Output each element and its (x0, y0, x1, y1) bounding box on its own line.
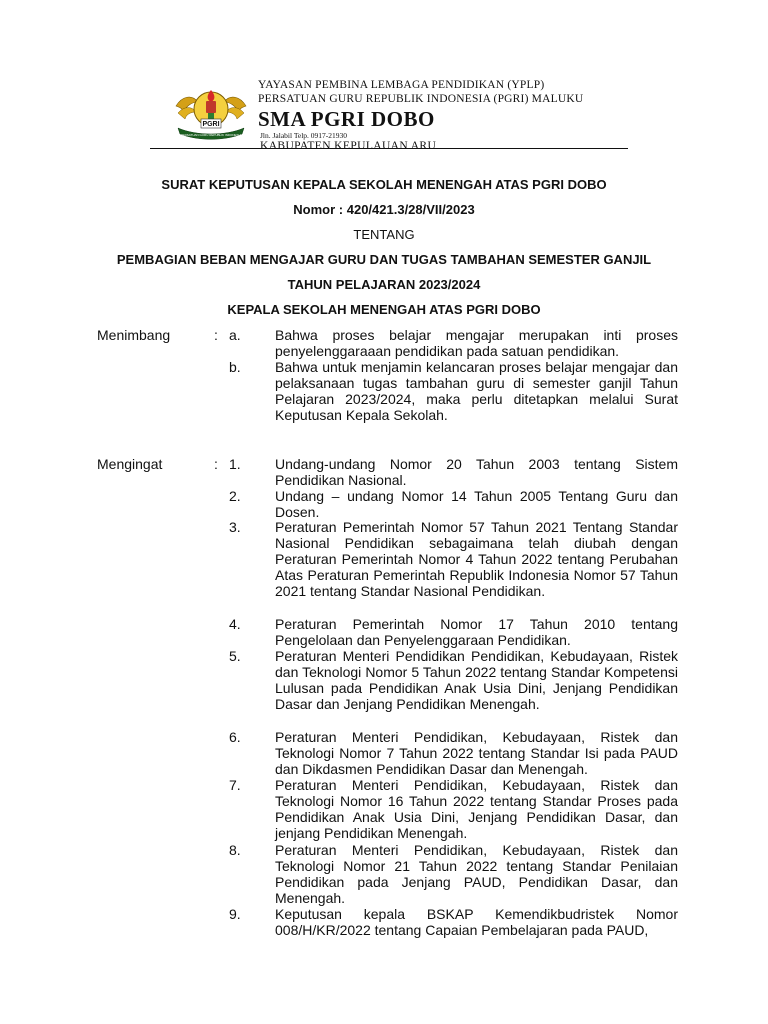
mengingat-item-5: Peraturan Menteri Pendidikan Pendidikan, Kebudayaan, Ristek dan Teknologi Nomor 5 Tahun 2022 tentang Standar Kompetensi Lulusan pada Pendidikan Anak Usia Dini, Jenjang Pendidikan Dasar dan Jenjang Pendidikan Menengah. (275, 648, 678, 712)
mengingat-item-1: Undang-undang Nomor 20 Tahun 2003 tentang Sistem Pendidikan Nasional. (275, 456, 678, 488)
letterhead (150, 78, 628, 150)
mengingat-marker-5: 5. (229, 648, 241, 664)
mengingat-item-2: Undang – undang Nomor 14 Tahun 2005 Tentang Guru dan Dosen. (275, 488, 678, 520)
decree-subject-line-1: PEMBAGIAN BEBAN MENGAJAR GURU DAN TUGAS TAMBAHAN SEMESTER GANJIL (116, 252, 652, 267)
menimbang-label: Menimbang (97, 327, 171, 343)
mengingat-item-9: Keputusan kepala BSKAP Kemendikbudristek Nomor 008/H/KR/2022 tentang Capaian Pembelajaran pada PAUD, (275, 906, 678, 938)
menimbang-item-b: Bahwa untuk menjamin kelancaran proses belajar mengajar dan pelaksanaan tugas tambahan guru di semester ganjil Tahun Pelajaran 2023/2024, maka perlu ditetapkan melalui Surat Keputusan Kepala Sekolah. (275, 359, 678, 423)
mengingat-marker-8: 8. (229, 842, 241, 858)
mengingat-marker-7: 7. (229, 777, 241, 793)
mengingat-item-4: Peraturan Pemerintah Nomor 17 Tahun 2010 tentang Pengelolaan dan Penyelenggaraan Pendidikan. (275, 616, 678, 648)
menimbang-marker-b: b. (229, 359, 241, 375)
regency-name: KABUPATEN KEPULAUAN ARU (260, 140, 437, 152)
letterhead-divider (150, 148, 628, 149)
menimbang-item-a: Bahwa proses belajar mengajar merupakan inti proses penyelenggaraaan pendidikan pada satuan pendidikan. (275, 327, 678, 359)
decree-subject-line-2: TAHUN PELAJARAN 2023/2024 (287, 277, 481, 292)
mengingat-item-3: Peraturan Pemerintah Nomor 57 Tahun 2021 Tentang Standar Nasional Pendidikan sebagaimana telah diubah dengan Peraturan Pemerintah Nomor 4 Tahun 2022 tentang Perubahan Atas Peraturan Pemerintah Republik Indonesia Nomor 57 Tahun 2021 tentang Standar Nasional Pendidikan. (275, 519, 678, 599)
mengingat-item-7: Peraturan Menteri Pendidikan, Kebudayaan, Ristek dan Teknologi Nomor 16 Tahun 2022 tentang Standar Proses pada Pendidikan Anak Usia Dini, Jenjang Pendidikan Dasar, dan jenjang Pendidikan Menengah. (275, 777, 678, 841)
decree-issuer: KEPALA SEKOLAH MENENGAH ATAS PGRI DOBO (227, 302, 541, 317)
mengingat-marker-1: 1. (229, 456, 241, 472)
mengingat-marker-3: 3. (229, 519, 241, 535)
mengingat-item-8: Peraturan Menteri Pendidikan, Kebudayaan, Ristek dan Teknologi Nomor 21 Tahun 2022 tentang Standar Penilaian Pendidikan pada Jenjang PAUD, Pendidikan Dasar, dan Menengah. (275, 842, 678, 906)
mengingat-marker-9: 9. (229, 906, 241, 922)
pgri-logo (172, 82, 250, 142)
decree-about: TENTANG (353, 227, 415, 242)
logo-text: PGRI (202, 121, 220, 129)
mengingat-item-6: Peraturan Menteri Pendidikan, Kebudayaan, Ristek dan Teknologi Nomor 7 Tahun 2022 tentang Standar Isi pada PAUD dan Dikdasmen Pendidikan Dasar dan Menengah. (275, 729, 678, 777)
mengingat-colon: : (214, 456, 218, 472)
mengingat-marker-4: 4. (229, 616, 241, 632)
letterhead-text (258, 78, 583, 153)
school-address: Jln. Jalabil Telp. 0917-21930 (260, 131, 348, 140)
menimbang-colon: : (214, 327, 218, 343)
mengingat-marker-2: 2. (229, 488, 241, 504)
mengingat-marker-6: 6. (229, 729, 241, 745)
organization-name: PERSATUAN GURU REPUBLIK INDONESIA (PGRI) MALUKU (258, 93, 584, 105)
school-name: SMA PGRI DOBO (258, 107, 435, 131)
foundation-name: YAYASAN PEMBINA LEMBAGA PENDIDIKAN (YPLP) (258, 79, 545, 91)
menimbang-marker-a: a. (229, 327, 241, 343)
logo-ribbon-text: PERSATUAN GURU REPUBLIK INDONESIA (180, 133, 242, 137)
decree-title: SURAT KEPUTUSAN KEPALA SEKOLAH MENENGAH ATAS PGRI DOBO (161, 177, 607, 192)
mengingat-label: Mengingat (97, 456, 163, 472)
decree-number: Nomor : 420/421.3/28/VII/2023 (293, 202, 475, 217)
